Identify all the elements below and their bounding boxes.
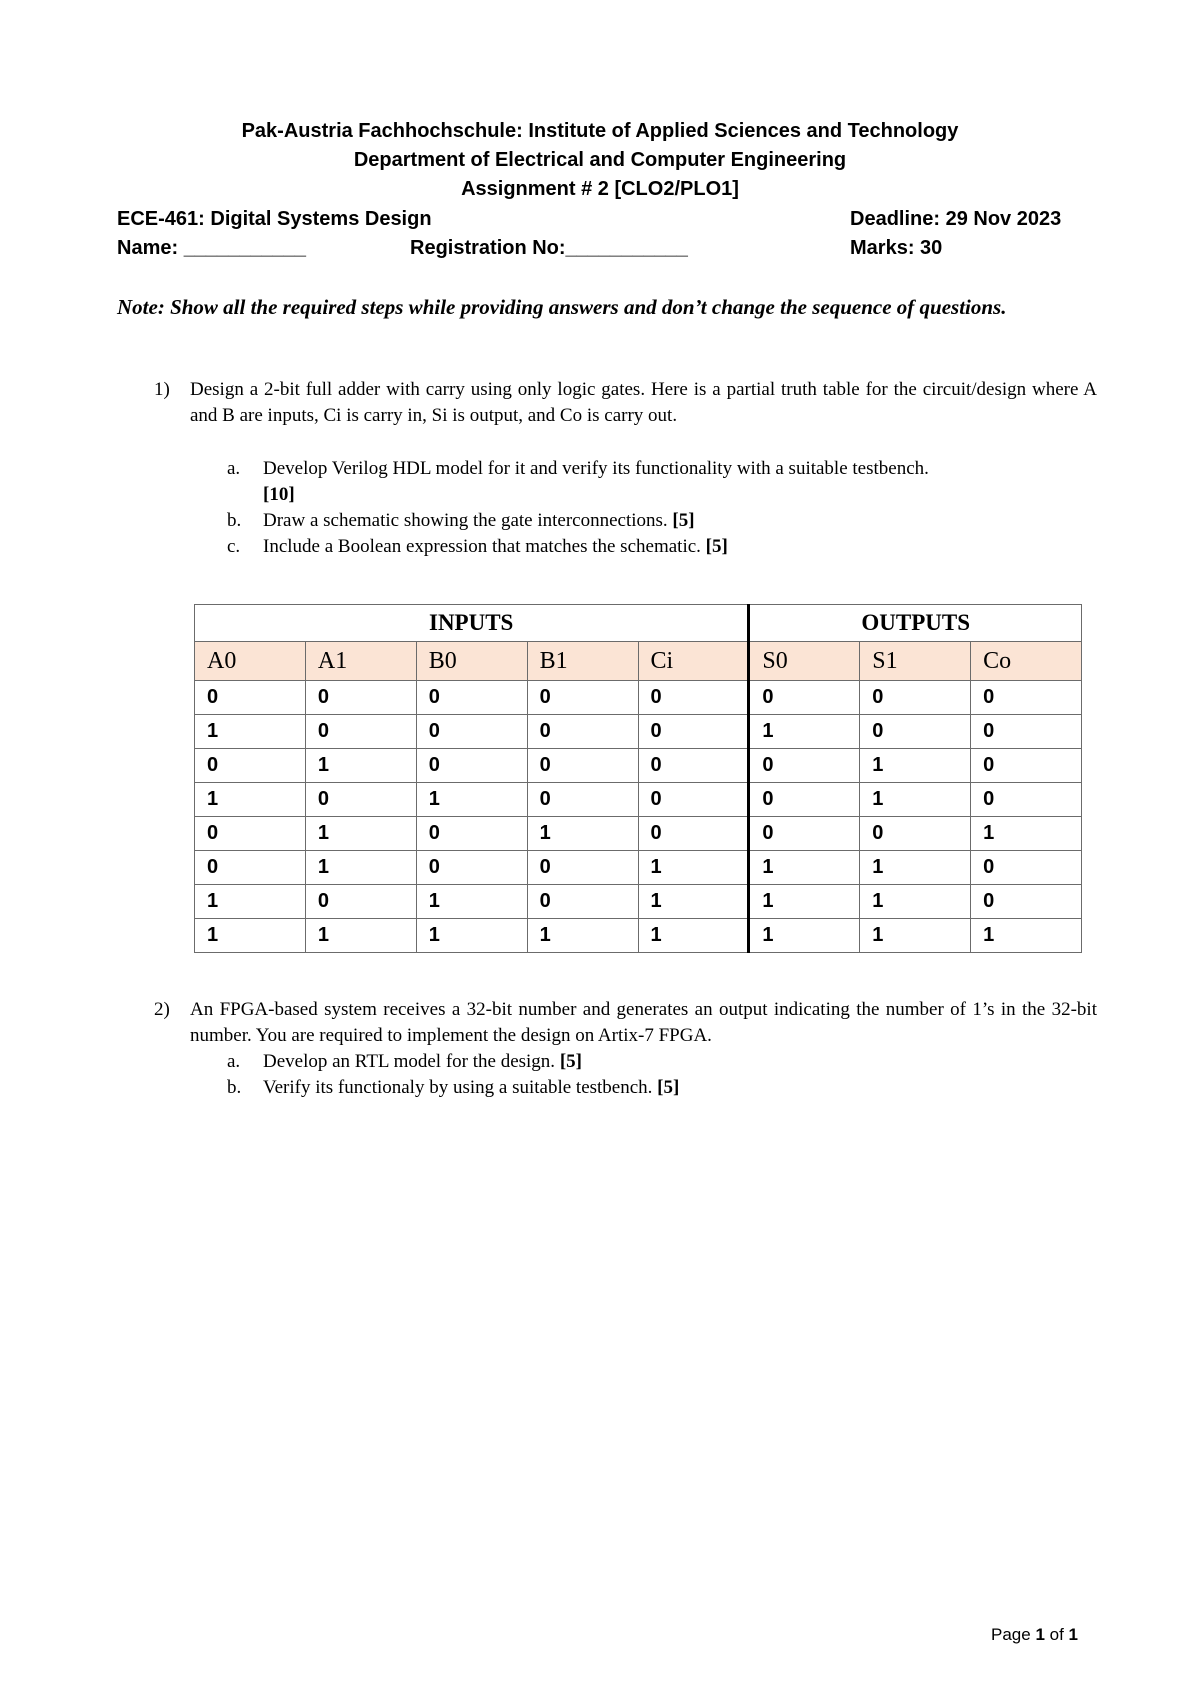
table-cell: 1: [195, 715, 306, 749]
part-text: Develop an RTL model for the design.: [263, 1051, 556, 1072]
table-cell: 0: [416, 817, 527, 851]
table-cell: 1: [971, 817, 1082, 851]
table-cell: 1: [305, 749, 416, 783]
column-header: A1: [305, 642, 416, 681]
table-row: [195, 919, 1082, 953]
part-marks: [5]: [705, 536, 728, 557]
table-cell: 0: [527, 885, 638, 919]
marks: Marks: 30: [850, 237, 943, 259]
assignment-title: Assignment # 2 [CLO2/PLO1]: [461, 178, 739, 200]
table-cell: 0: [527, 783, 638, 817]
part-label: c.: [227, 536, 241, 557]
page-current: 1: [1035, 1625, 1045, 1644]
table-cell: 0: [860, 817, 971, 851]
table-cell: 0: [527, 681, 638, 715]
table-cell: 0: [305, 715, 416, 749]
part-text: Verify its functionaly by using a suitable testbench.: [263, 1077, 653, 1098]
table-cell: 1: [638, 919, 749, 953]
table-cell: 1: [416, 919, 527, 953]
table-cell: 0: [971, 783, 1082, 817]
part-marks: [5]: [672, 510, 695, 531]
table-cell: 0: [971, 885, 1082, 919]
question-2-number: 2): [154, 999, 170, 1020]
table-cell: 0: [749, 749, 860, 783]
table-row: [195, 851, 1082, 885]
table-cell: 0: [638, 817, 749, 851]
question-1: [154, 377, 1097, 433]
table-row: [195, 681, 1082, 715]
table-cell: 1: [527, 919, 638, 953]
course-title: ECE-461: Digital Systems Design: [117, 208, 432, 230]
table-cell: 0: [860, 681, 971, 715]
part-marks: [5]: [657, 1077, 680, 1098]
column-header: B0: [416, 642, 527, 681]
table-row: [195, 783, 1082, 817]
table-cell: 1: [195, 783, 306, 817]
table-cell: 0: [749, 681, 860, 715]
table-cell: 1: [860, 749, 971, 783]
table-cell: 0: [749, 783, 860, 817]
page-prefix: Page: [991, 1625, 1036, 1644]
name-field: Name: ___________: [117, 237, 307, 259]
table-row: [195, 885, 1082, 919]
table-row: [195, 749, 1082, 783]
truth-table: [194, 604, 1082, 953]
column-header: A0: [195, 642, 306, 681]
question-2-text: An FPGA-based system receives a 32-bit number and generates an output indicating the number of 1’s in the 32-bit number. You are required to implement the design on Artix-7 FPGA.: [190, 999, 1097, 1046]
table-cell: 1: [305, 851, 416, 885]
table-cell: 1: [749, 885, 860, 919]
table-cell: 0: [860, 715, 971, 749]
table-cell: 1: [749, 919, 860, 953]
page-total: 1: [1068, 1625, 1078, 1644]
table-cell: 1: [860, 851, 971, 885]
table-cell: 0: [305, 783, 416, 817]
note: Note: Show all the required steps while providing answers and don’t change the sequence of questions.: [117, 295, 1007, 319]
table-cell: 1: [527, 817, 638, 851]
table-cell: 1: [860, 783, 971, 817]
table-cell: 0: [971, 681, 1082, 715]
table-cell: 1: [638, 885, 749, 919]
table-cell: 1: [749, 715, 860, 749]
part-text: Develop Verilog HDL model for it and verify its functionality with a suitable testbench.: [263, 458, 929, 479]
table-cell: 0: [638, 715, 749, 749]
question-1-text: Design a 2-bit full adder with carry using only logic gates. Here is a partial truth table for the circuit/design where A and B are inputs, Ci is carry in, Si is output, and Co is carry out.: [190, 379, 1097, 426]
table-cell: 1: [305, 817, 416, 851]
table-cell: 0: [416, 681, 527, 715]
part-text: Draw a schematic showing the gate interconnections.: [263, 510, 668, 531]
table-cell: 1: [749, 851, 860, 885]
table-cell: 0: [195, 817, 306, 851]
table-cell: 0: [527, 715, 638, 749]
table-cell: 1: [638, 851, 749, 885]
table-row: [195, 817, 1082, 851]
table-cell: 0: [638, 749, 749, 783]
inputs-group-header: INPUTS: [195, 605, 749, 642]
registration-field: Registration No:___________: [410, 237, 688, 259]
table-cell: 0: [638, 783, 749, 817]
table-cell: 0: [527, 749, 638, 783]
table-cell: 0: [971, 851, 1082, 885]
page-of: of: [1044, 1625, 1069, 1644]
table-cell: 1: [195, 885, 306, 919]
table-cell: 0: [195, 681, 306, 715]
part-text: Include a Boolean expression that matches the schematic.: [263, 536, 701, 557]
part-label: a.: [227, 458, 241, 479]
institution-title: Pak-Austria Fachhochschule: Institute of Applied Sciences and Technology: [241, 120, 959, 142]
column-header: B1: [527, 642, 638, 681]
table-cell: 1: [860, 885, 971, 919]
truth-table-body: [195, 681, 1082, 953]
table-cell: 0: [195, 749, 306, 783]
part-marks: [10]: [263, 484, 295, 505]
table-cell: 0: [195, 851, 306, 885]
table-cell: 1: [195, 919, 306, 953]
table-cell: 1: [416, 885, 527, 919]
table-cell: 0: [416, 851, 527, 885]
deadline: Deadline: 29 Nov 2023: [850, 208, 1062, 230]
table-cell: 0: [971, 749, 1082, 783]
question-1-number: 1): [154, 379, 170, 400]
part-label: b.: [227, 510, 242, 531]
column-header: Co: [971, 642, 1082, 681]
part-marks: [5]: [559, 1051, 582, 1072]
table-cell: 0: [305, 681, 416, 715]
column-header: S1: [860, 642, 971, 681]
outputs-group-header: OUTPUTS: [749, 605, 1082, 642]
table-row: [195, 715, 1082, 749]
table-cell: 0: [416, 715, 527, 749]
table-cell: 0: [749, 817, 860, 851]
table-cell: 0: [305, 885, 416, 919]
table-cell: 0: [527, 851, 638, 885]
table-cell: 0: [638, 681, 749, 715]
question-2: [154, 997, 1097, 1053]
part-label: a.: [227, 1051, 241, 1072]
table-cell: 0: [971, 715, 1082, 749]
department-title: Department of Electrical and Computer Engineering: [353, 149, 847, 171]
table-cell: 1: [416, 783, 527, 817]
page-number: [991, 1625, 1078, 1645]
table-cell: 1: [971, 919, 1082, 953]
part-label: b.: [227, 1077, 242, 1098]
table-cell: 1: [860, 919, 971, 953]
column-header: Ci: [638, 642, 749, 681]
table-cell: 0: [416, 749, 527, 783]
table-cell: 1: [305, 919, 416, 953]
column-header: S0: [749, 642, 860, 681]
